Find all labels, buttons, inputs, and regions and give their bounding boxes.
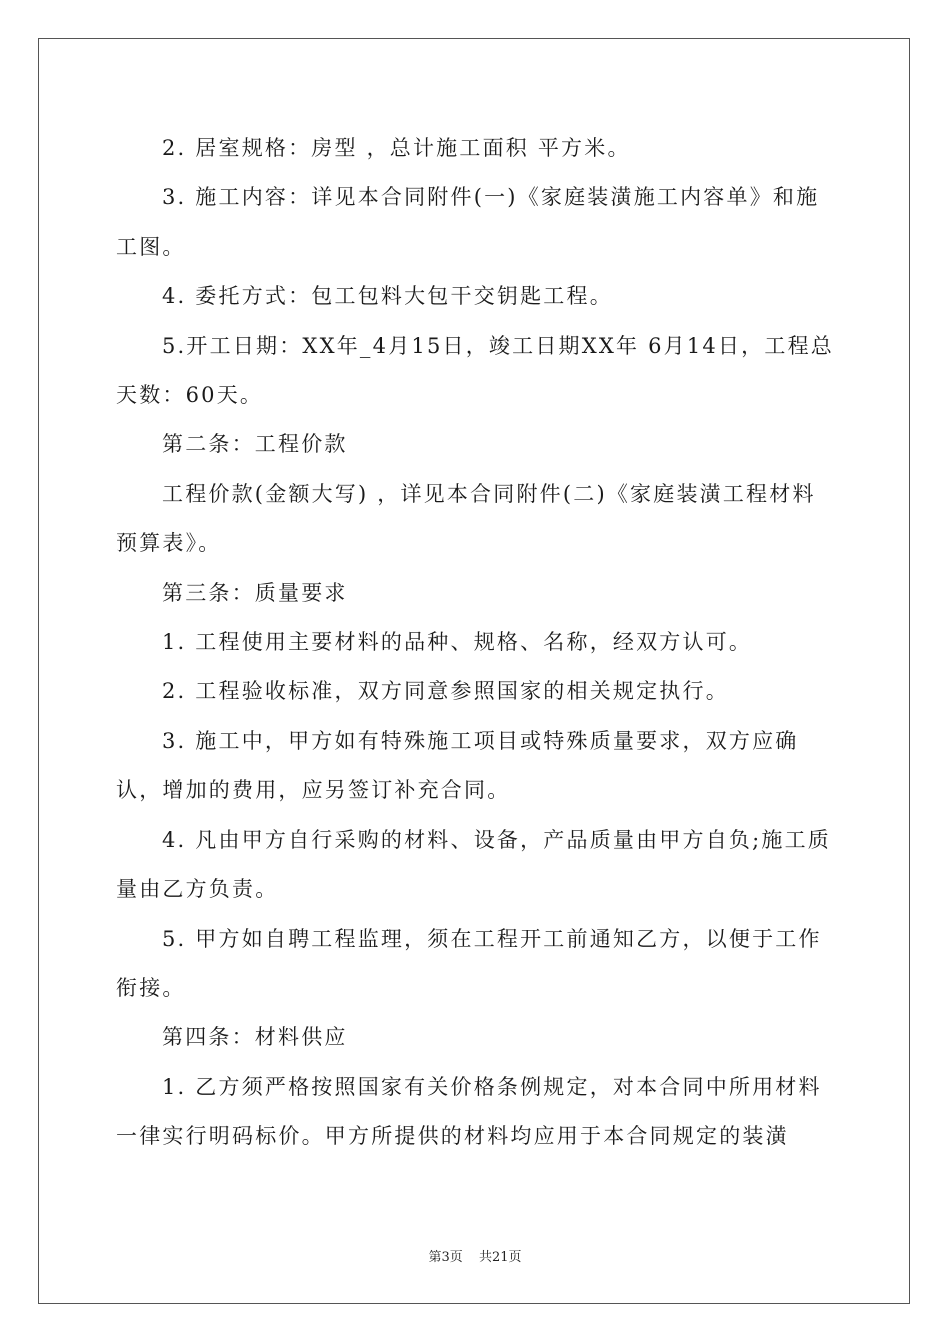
document-body <box>116 124 836 1162</box>
paragraph-quality-4: 4. 凡由甲方自行采购的材料、设备，产品质量由甲方自负;施工质量由乙方负责。 <box>116 827 831 902</box>
section-heading-materials: 第四条：材料供应 <box>162 1025 348 1050</box>
section-heading-quality: 第三条：质量要求 <box>162 580 348 605</box>
paragraph-dates: 5.开工日期：XX年_4月15日，竣工日期XX年 6月14日，工程总天数：60天。 <box>116 333 834 408</box>
paragraph-quality-1: 1. 工程使用主要材料的品种、规格、名称，经双方认可。 <box>162 630 753 655</box>
paragraph-quality-5: 5. 甲方如自聘工程监理，须在工程开工前通知乙方，以便于工作衔接。 <box>116 926 822 1000</box>
section-heading-price: 第二条：工程价款 <box>162 432 348 457</box>
paragraph-room-spec: 2. 居室规格：房型 ，总计施工面积 平方米。 <box>162 136 631 160</box>
paragraph-quality-3: 3. 施工中，甲方如有特殊施工项目或特殊质量要求，双方应确认，增加的费用，应另签订补充合同。 <box>116 728 799 803</box>
page-footer <box>0 1246 950 1265</box>
paragraph-quality-2: 2. 工程验收标准，双方同意参照国家的相关规定执行。 <box>162 679 729 704</box>
paragraph-commission-method: 4. 委托方式：包工包料大包干交钥匙工程。 <box>162 284 613 309</box>
paragraph-materials-1: 1. 乙方须严格按照国家有关价格条例规定，对本合同中所用材料一律实行明码标价。甲方所提供的材料均应用于本合同规定的装潢 <box>116 1074 822 1149</box>
paragraph-construction-content: 3. 施工内容：详见本合同附件(一)《家庭装潢施工内容单》和施工图。 <box>116 185 820 259</box>
paragraph-price: 工程价款(金额大写) ，详见本合同附件(二)《家庭装潢工程材料预算表》。 <box>116 481 816 556</box>
page-number-total: 共21页 <box>478 1250 522 1265</box>
page-number-current: 第3页 <box>428 1250 463 1265</box>
